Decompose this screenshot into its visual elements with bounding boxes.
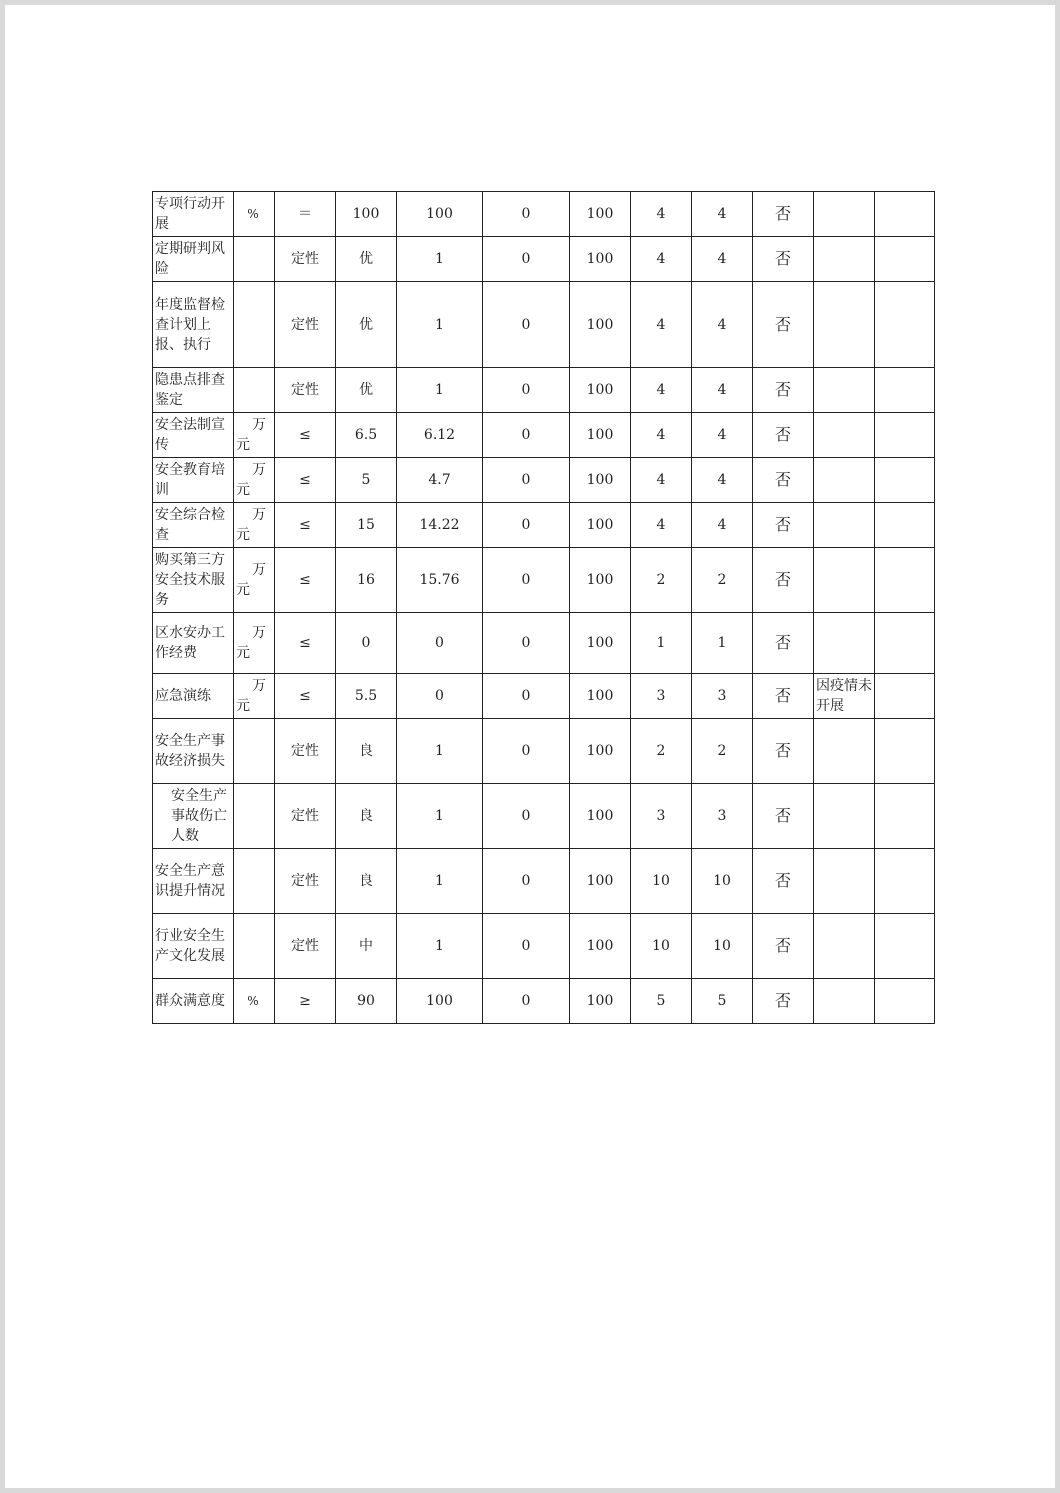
empty-cell [875, 784, 935, 849]
indicator-name-cell: 定期研判风险 [153, 237, 234, 282]
operator-cell: 定性 [275, 282, 336, 368]
unit-cell: % [234, 192, 275, 237]
flag-cell: 否 [753, 282, 814, 368]
value-cell: 0 [483, 719, 570, 784]
note-cell [814, 282, 875, 368]
target-value-cell: 优 [336, 237, 397, 282]
operator-cell: ≤ [275, 503, 336, 548]
empty-cell [875, 914, 935, 979]
value-cell: 0 [483, 237, 570, 282]
score-cell: 2 [692, 719, 753, 784]
table-row [153, 237, 935, 282]
actual-value-cell: 1 [397, 282, 483, 368]
operator-cell: 定性 [275, 237, 336, 282]
value-cell: 100 [570, 548, 631, 613]
empty-cell [875, 503, 935, 548]
table-row [153, 613, 935, 674]
performance-indicator-table [152, 191, 935, 1024]
note-cell [814, 413, 875, 458]
empty-cell [875, 368, 935, 413]
weight-cell: 4 [631, 458, 692, 503]
indicator-name-cell: 年度监督检查计划上报、执行 [153, 282, 234, 368]
actual-value-cell: 14.22 [397, 503, 483, 548]
operator-cell: ＝ [275, 192, 336, 237]
table-row [153, 548, 935, 613]
operator-cell: ≤ [275, 413, 336, 458]
weight-cell: 4 [631, 192, 692, 237]
actual-value-cell: 100 [397, 192, 483, 237]
flag-cell: 否 [753, 719, 814, 784]
value-cell: 100 [570, 458, 631, 503]
score-cell: 3 [692, 674, 753, 719]
actual-value-cell: 0 [397, 674, 483, 719]
actual-value-cell: 6.12 [397, 413, 483, 458]
score-cell: 4 [692, 237, 753, 282]
unit-cell: 万 元 [234, 674, 275, 719]
operator-cell: ≥ [275, 979, 336, 1024]
score-cell: 3 [692, 784, 753, 849]
value-cell: 100 [570, 503, 631, 548]
actual-value-cell: 1 [397, 368, 483, 413]
target-value-cell: 0 [336, 613, 397, 674]
operator-cell: 定性 [275, 849, 336, 914]
unit-cell [234, 849, 275, 914]
table-row [153, 979, 935, 1024]
note-cell [814, 979, 875, 1024]
indicator-name-cell: 专项行动开展 [153, 192, 234, 237]
value-cell: 100 [570, 613, 631, 674]
value-cell: 100 [570, 192, 631, 237]
value-cell: 100 [570, 979, 631, 1024]
flag-cell: 否 [753, 784, 814, 849]
weight-cell: 2 [631, 548, 692, 613]
unit-cell [234, 719, 275, 784]
target-value-cell: 优 [336, 282, 397, 368]
empty-cell [875, 413, 935, 458]
flag-cell: 否 [753, 458, 814, 503]
score-cell: 4 [692, 503, 753, 548]
flag-cell: 否 [753, 548, 814, 613]
indicator-name-cell: 安全生产意识提升情况 [153, 849, 234, 914]
unit-cell: 万 元 [234, 548, 275, 613]
weight-cell: 4 [631, 413, 692, 458]
flag-cell: 否 [753, 413, 814, 458]
target-value-cell: 6.5 [336, 413, 397, 458]
indicator-name-cell: 行业安全生产文化发展 [153, 914, 234, 979]
operator-cell: ≤ [275, 548, 336, 613]
target-value-cell: 优 [336, 368, 397, 413]
flag-cell: 否 [753, 237, 814, 282]
value-cell: 100 [570, 719, 631, 784]
value-cell: 100 [570, 674, 631, 719]
note-cell [814, 458, 875, 503]
empty-cell [875, 282, 935, 368]
empty-cell [875, 458, 935, 503]
indicator-name-cell: 隐患点排查鉴定 [153, 368, 234, 413]
target-value-cell: 100 [336, 192, 397, 237]
value-cell: 100 [570, 237, 631, 282]
value-cell: 0 [483, 368, 570, 413]
operator-cell: 定性 [275, 784, 336, 849]
value-cell: 0 [483, 979, 570, 1024]
flag-cell: 否 [753, 979, 814, 1024]
table-row [153, 719, 935, 784]
weight-cell: 4 [631, 282, 692, 368]
table-row [153, 914, 935, 979]
value-cell: 100 [570, 282, 631, 368]
operator-cell: 定性 [275, 914, 336, 979]
value-cell: 0 [483, 458, 570, 503]
empty-cell [875, 613, 935, 674]
operator-cell: ≤ [275, 458, 336, 503]
target-value-cell: 15 [336, 503, 397, 548]
target-value-cell: 5 [336, 458, 397, 503]
operator-cell: ≤ [275, 674, 336, 719]
table-row [153, 458, 935, 503]
score-cell: 4 [692, 282, 753, 368]
indicator-name-cell: 安全综合检查 [153, 503, 234, 548]
score-cell: 4 [692, 368, 753, 413]
table-body [153, 192, 935, 1024]
unit-cell [234, 914, 275, 979]
value-cell: 100 [570, 413, 631, 458]
unit-cell: % [234, 979, 275, 1024]
value-cell: 100 [570, 849, 631, 914]
value-cell: 0 [483, 784, 570, 849]
target-value-cell: 5.5 [336, 674, 397, 719]
flag-cell: 否 [753, 849, 814, 914]
target-value-cell: 90 [336, 979, 397, 1024]
target-value-cell: 良 [336, 719, 397, 784]
target-value-cell: 中 [336, 914, 397, 979]
unit-cell: 万 元 [234, 458, 275, 503]
value-cell: 0 [483, 413, 570, 458]
table-row [153, 413, 935, 458]
weight-cell: 10 [631, 849, 692, 914]
indicator-name-cell: 安全生产事故伤亡人数 [153, 784, 234, 849]
actual-value-cell: 1 [397, 914, 483, 979]
note-cell [814, 237, 875, 282]
empty-cell [875, 674, 935, 719]
table-row [153, 282, 935, 368]
actual-value-cell: 15.76 [397, 548, 483, 613]
indicator-name-cell: 应急演练 [153, 674, 234, 719]
note-cell [814, 914, 875, 979]
value-cell: 100 [570, 914, 631, 979]
actual-value-cell: 1 [397, 784, 483, 849]
score-cell: 10 [692, 849, 753, 914]
empty-cell [875, 548, 935, 613]
note-cell [814, 784, 875, 849]
score-cell: 5 [692, 979, 753, 1024]
unit-cell: 万 元 [234, 413, 275, 458]
value-cell: 0 [483, 674, 570, 719]
score-cell: 4 [692, 458, 753, 503]
indicator-name-cell: 购买第三方安全技术服务 [153, 548, 234, 613]
empty-cell [875, 979, 935, 1024]
weight-cell: 3 [631, 674, 692, 719]
value-cell: 0 [483, 548, 570, 613]
actual-value-cell: 1 [397, 849, 483, 914]
unit-cell: 万 元 [234, 503, 275, 548]
actual-value-cell: 1 [397, 237, 483, 282]
indicator-name-cell: 群众满意度 [153, 979, 234, 1024]
note-cell [814, 548, 875, 613]
flag-cell: 否 [753, 192, 814, 237]
flag-cell: 否 [753, 914, 814, 979]
note-cell [814, 503, 875, 548]
score-cell: 4 [692, 192, 753, 237]
indicator-name-cell: 安全法制宣传 [153, 413, 234, 458]
operator-cell: 定性 [275, 368, 336, 413]
value-cell: 0 [483, 282, 570, 368]
weight-cell: 2 [631, 719, 692, 784]
weight-cell: 4 [631, 237, 692, 282]
table-row [153, 784, 935, 849]
document-page [5, 5, 1055, 1488]
table-row [153, 503, 935, 548]
empty-cell [875, 849, 935, 914]
note-cell [814, 192, 875, 237]
flag-cell: 否 [753, 503, 814, 548]
actual-value-cell: 1 [397, 719, 483, 784]
value-cell: 100 [570, 784, 631, 849]
unit-cell [234, 784, 275, 849]
flag-cell: 否 [753, 674, 814, 719]
value-cell: 0 [483, 503, 570, 548]
value-cell: 0 [483, 613, 570, 674]
note-cell [814, 368, 875, 413]
empty-cell [875, 192, 935, 237]
weight-cell: 10 [631, 914, 692, 979]
target-value-cell: 良 [336, 849, 397, 914]
indicator-name-cell: 区水安办工作经费 [153, 613, 234, 674]
score-cell: 4 [692, 413, 753, 458]
actual-value-cell: 100 [397, 979, 483, 1024]
weight-cell: 5 [631, 979, 692, 1024]
note-cell [814, 719, 875, 784]
note-cell: 因疫情未开展 [814, 674, 875, 719]
flag-cell: 否 [753, 613, 814, 674]
empty-cell [875, 237, 935, 282]
actual-value-cell: 4.7 [397, 458, 483, 503]
unit-cell [234, 282, 275, 368]
note-cell [814, 613, 875, 674]
table-row [153, 849, 935, 914]
value-cell: 0 [483, 849, 570, 914]
actual-value-cell: 0 [397, 613, 483, 674]
indicator-name-cell: 安全生产事故经济损失 [153, 719, 234, 784]
weight-cell: 4 [631, 368, 692, 413]
score-cell: 1 [692, 613, 753, 674]
empty-cell [875, 719, 935, 784]
indicator-name-cell: 安全教育培训 [153, 458, 234, 503]
weight-cell: 1 [631, 613, 692, 674]
score-cell: 2 [692, 548, 753, 613]
value-cell: 0 [483, 192, 570, 237]
score-cell: 10 [692, 914, 753, 979]
unit-cell: 万 元 [234, 613, 275, 674]
table-row [153, 192, 935, 237]
operator-cell: ≤ [275, 613, 336, 674]
unit-cell [234, 368, 275, 413]
weight-cell: 3 [631, 784, 692, 849]
target-value-cell: 良 [336, 784, 397, 849]
value-cell: 100 [570, 368, 631, 413]
operator-cell: 定性 [275, 719, 336, 784]
note-cell [814, 849, 875, 914]
weight-cell: 4 [631, 503, 692, 548]
value-cell: 0 [483, 914, 570, 979]
target-value-cell: 16 [336, 548, 397, 613]
unit-cell [234, 237, 275, 282]
flag-cell: 否 [753, 368, 814, 413]
table-row [153, 674, 935, 719]
table-row [153, 368, 935, 413]
